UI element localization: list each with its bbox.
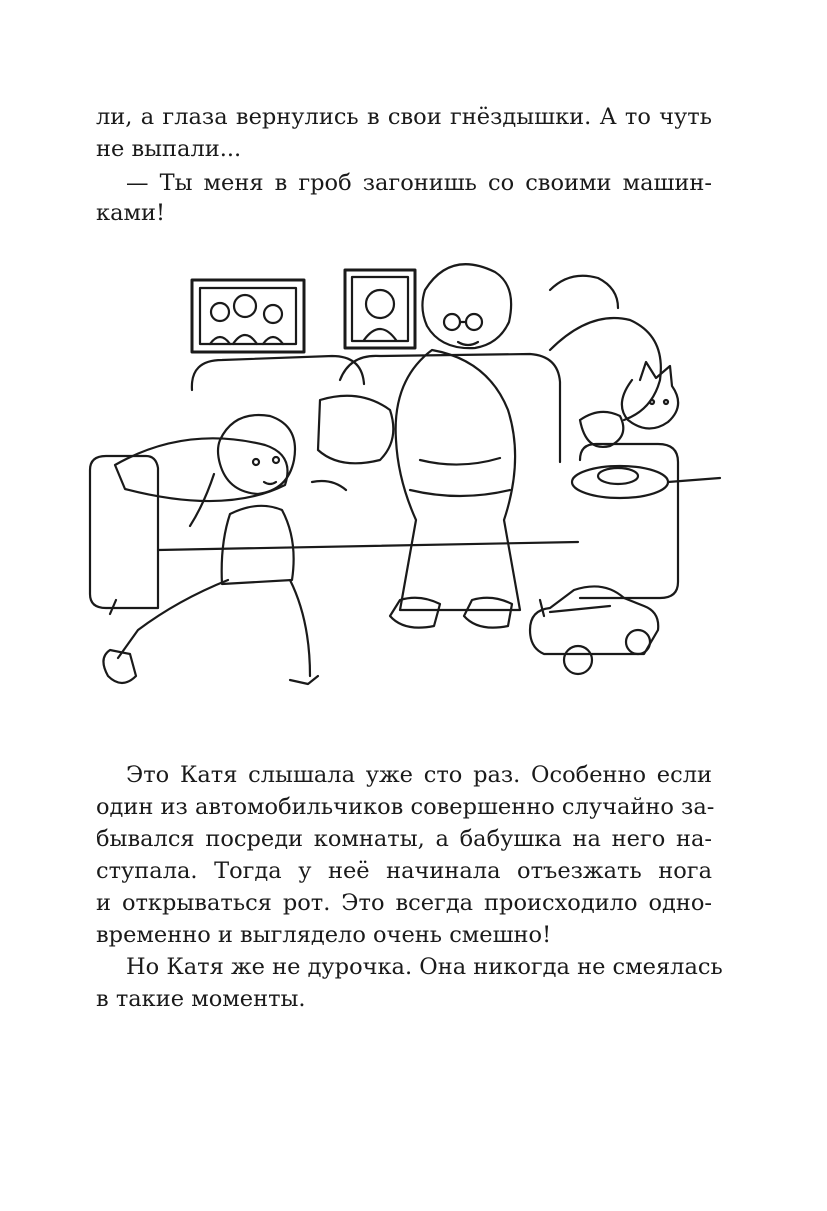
text-line: один из автомобильчиков совершенно случайно за- (96, 794, 715, 820)
text-line: ли, а глаза вернулись в свои гнёздышки. А то чуть (96, 104, 712, 130)
text-line: Это Катя слышала уже сто раз. Особенно если (126, 762, 712, 788)
toy-car (530, 586, 658, 674)
frying-pan (572, 412, 720, 498)
text-line: в такие моменты. (96, 986, 306, 1012)
cat (550, 276, 678, 429)
grandma (390, 264, 520, 627)
sofa (90, 354, 678, 616)
text-line: — Ты меня в гроб загонишь со своими машин- (126, 170, 712, 196)
text-line: бывался посреди комнаты, а бабушка на него на- (96, 826, 712, 852)
text-line: Но Катя же не дурочка. Она никогда не смеялась (126, 954, 723, 980)
text-line: не выпали... (96, 136, 242, 162)
text-line: ступала. Тогда у неё начинала отъезжать нога (96, 858, 712, 884)
portrait-frame (345, 270, 415, 348)
family-photo-frame (192, 280, 304, 352)
text-line: временно и выглядело очень смешно! (96, 922, 552, 948)
text-line: и открываться рот. Это всегда происходило одно- (96, 890, 712, 916)
text-line: ками! (96, 200, 166, 226)
illustration-grandma-and-katya (80, 250, 728, 720)
